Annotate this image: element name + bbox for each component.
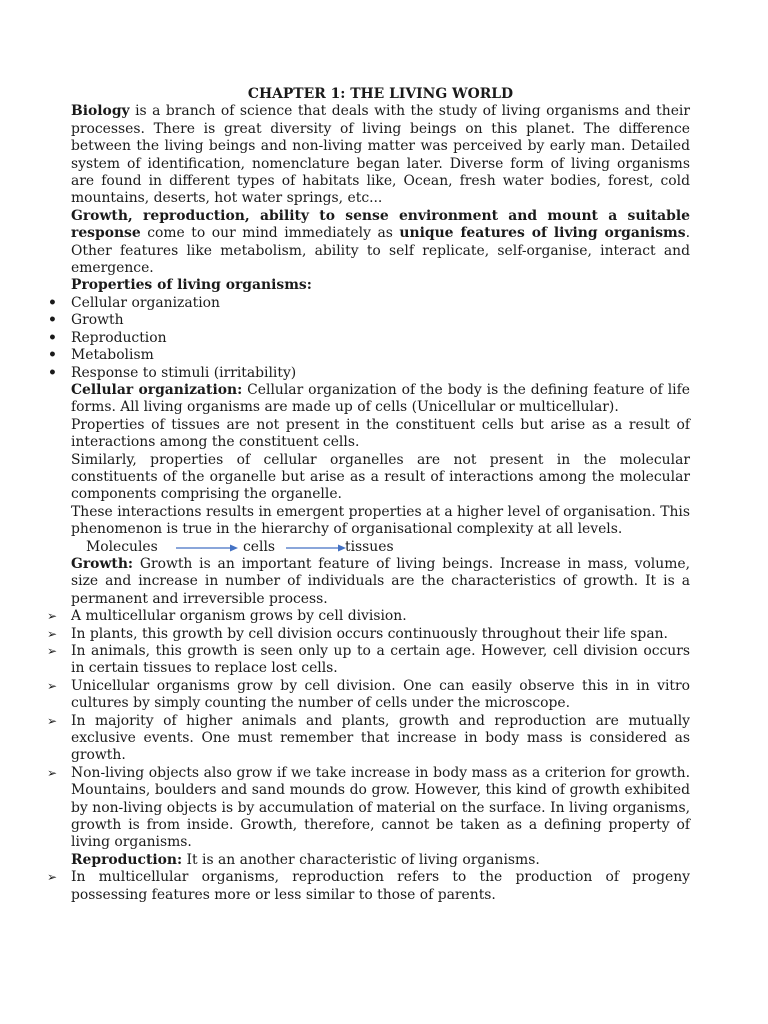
list-item: • Response to stimuli (irritability): [71, 365, 690, 382]
list-item: • Growth: [71, 312, 690, 329]
paragraph: Similarly, properties of cellular organelles are not present in the molecular constituents of the organelle but arise as a result of interactions among the molecular components comprising the organelle.: [71, 451, 690, 503]
properties-list: [71, 295, 690, 382]
list-item: ➢ Unicellular organisms grow by cell division. One can easily observe this in in vitro cultures by simply counting the number of cells under the microscope.: [71, 678, 690, 713]
cellular-organization-paragraph: Cellular organization: Cellular organization of the body is the defining feature of life forms. All living organisms are made up of cells (Unicellular or multicellular).: [71, 381, 690, 416]
list-item: ➢ In animals, this growth is seen only up to a certain age. However, cell division occurs in certain tissues to replace lost cells.: [71, 643, 690, 678]
flow-tissues: tissues: [345, 538, 394, 555]
list-item: ➢ Non-living objects also grow if we take increase in body mass as a criterion for growth. Mountains, boulders and sand mounds do grow. However, this kind of growth exhibited by non-living objects is by accumulation of material on the surface. In living organisms, growth is from inside. Growth, therefore, cannot be taken as a defining property of living organisms.: [71, 765, 690, 852]
hierarchy-flow: [86, 539, 690, 556]
arrow-right-icon: [176, 544, 238, 552]
reproduction-paragraph: Reproduction: It is an another characteristic of living organisms.: [71, 851, 540, 868]
flow-molecules: Molecules: [86, 538, 158, 555]
list-item: • Reproduction: [71, 330, 690, 347]
properties-heading: Properties of living organisms:: [71, 277, 312, 294]
list-item: ➢ In plants, this growth by cell division occurs continuously throughout their life span.: [71, 626, 690, 643]
paragraph: Properties of tissues are not present in the constituent cells but arise as a result of interactions among the constituent cells.: [71, 416, 690, 451]
list-item: ➢ In multicellular organisms, reproduction refers to the production of progeny possessing features more or less similar to those of parents.: [71, 869, 690, 904]
list-item: ➢ In majority of higher animals and plants, growth and reproduction are mutually exclusive events. One must remember that increase in body mass is considered as growth.: [71, 713, 690, 765]
arrow-right-icon: [286, 544, 346, 552]
chapter-title: CHAPTER 1: THE LIVING WORLD: [247, 86, 514, 102]
biology-term: Biology: [71, 103, 130, 120]
list-item: • Metabolism: [71, 347, 690, 364]
list-item: • Cellular organization: [71, 295, 690, 312]
list-item: ➢ A multicellular organism grows by cell division.: [71, 608, 690, 625]
flow-cells: cells: [243, 538, 276, 555]
growth-points-list: [71, 608, 690, 852]
reproduction-points-list: [71, 869, 690, 904]
features-paragraph: Growth, reproduction, ability to sense environment and mount a suitable response come to our mind immediately as unique features of living organisms. Other features like metabolism, ability to self replicate, self-organise, interact and emergence.: [71, 207, 690, 277]
paragraph: These interactions results in emergent properties at a higher level of organisation. This phenomenon is true in the hierarchy of organisational complexity at all levels.: [71, 503, 690, 538]
intro-paragraph: Biology is a branch of science that deals with the study of living organisms and their processes. There is great diversity of living beings on this planet. The difference between the living beings and non-living matter was perceived by early man. Detailed system of identification, nomenclature began later. Diverse form of living organisms are found in different types of habitats like, Ocean, fresh water bodies, forest, cold mountains, deserts, hot water springs, etc...: [71, 103, 690, 207]
growth-paragraph: Growth: Growth is an important feature of living beings. Increase in mass, volume, size and increase in number of individuals are the characteristics of growth. It is a permanent and irreversible process.: [71, 555, 690, 607]
